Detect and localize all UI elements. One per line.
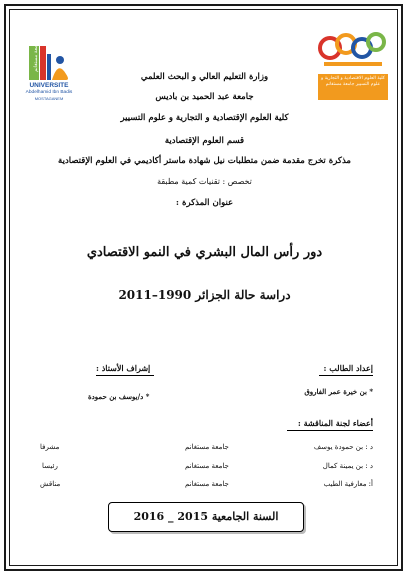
- member-name-1: د : بن حمودة يوسف: [313, 443, 373, 451]
- university-logo-subname: Abdelhamid Ibn Badis: [25, 90, 73, 95]
- academic-year-text: السنة الجامعية 2015 _ 2016: [133, 510, 279, 523]
- member-university-1: جامعة مستغانم: [185, 443, 229, 451]
- committee-underline: [287, 430, 373, 431]
- member-role-2: رئيسا: [42, 462, 58, 470]
- department-line: قسم العلوم الإقتصادية: [164, 136, 245, 146]
- member-role-3: مناقش: [40, 480, 61, 488]
- member-university-3: جامعة مستغانم: [185, 480, 229, 488]
- specialty-line: تخصص : تقنيات كمية مطبقة: [157, 177, 252, 186]
- faculty-logo-caption: كلية العلوم الاقتصادية و التجارية و علوم التسيير جامعة مستغانم: [318, 74, 388, 100]
- prepared-by-underline: [319, 375, 373, 376]
- university-logo-name: UNIVERSITE: [29, 82, 69, 89]
- member-name-2: د : بن يمينة كمال: [322, 462, 373, 470]
- thesis-subtitle: دراسة حالة الجزائر 1990–2011: [118, 288, 291, 302]
- faculty-logo: [318, 26, 388, 102]
- student-name: * بن خيرة عمر الفاروق: [304, 387, 373, 396]
- supervisor-underline: [96, 375, 154, 376]
- member-university-2: جامعة مستغانم: [185, 462, 229, 470]
- ministry-line: وزارة التعليم العالي و البحث العلمي: [140, 72, 269, 82]
- prepared-by-label: إعداد الطالب :: [323, 363, 373, 373]
- member-name-3: أ: معارفية الطيب: [323, 480, 373, 488]
- committee-label: أعضاء لجنة المناقشة :: [297, 418, 373, 428]
- academic-year-box: [108, 502, 304, 532]
- member-role-1: مشرفا: [40, 443, 60, 451]
- supervisor-label: إشراف الأستاذ :: [96, 363, 151, 373]
- professor-name: * د/يوسف بن حمودة: [88, 392, 150, 401]
- thesis-title: دور رأس المال البشري في النمو الاقتصادي: [86, 245, 323, 260]
- university-logo-vertical: جامعة مستغانم: [33, 44, 39, 72]
- memo-statement: مذكرة تخرج مقدمة ضمن متطلبات نيل شهادة ماستر أكاديمي في العلوم الإقتصادية: [58, 156, 351, 166]
- faculty-line: كلية العلوم الإقتصادية و التجارية و علوم التسيير: [120, 113, 289, 123]
- university-logo-city: MOSTAGANEM: [34, 96, 64, 101]
- memo-title-label: عنوان المذكرة :: [175, 198, 234, 208]
- university-line: جامعة عبد الحميد بن باديس: [155, 92, 254, 102]
